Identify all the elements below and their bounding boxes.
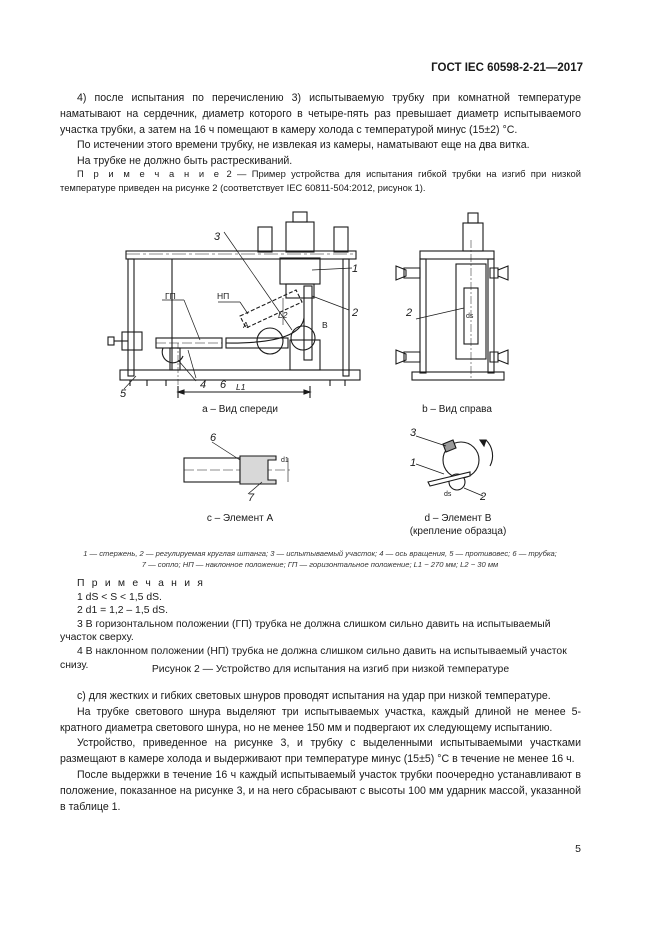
label-l1: L1 (236, 382, 246, 392)
detail-element-b (416, 436, 493, 496)
notes-title: П р и м е ч а н и я (77, 578, 206, 589)
label-2-front: 2 (352, 307, 359, 319)
label-7-detail: 7 (248, 492, 255, 504)
figure-caption: Рисунок 2 — Устройство для испытания на изгиб при низкой температуре (151, 664, 510, 675)
body-paragraph-4: После выдержки в течение 16 ч каждый испытываемый участок трубки поочередно устанавливают в положение, показанное на рисунке 3, и на него сбрасывают с высоты 100 мм ударник массой, указанной в таблице 1. (60, 768, 581, 813)
note-2: 2 d1 = 1,2 – 1,5 dS. (77, 605, 168, 617)
label-a: A (243, 320, 249, 330)
figure-notes (60, 577, 581, 672)
label-ds: ds (444, 491, 452, 498)
label-side-ds: ds (466, 313, 474, 320)
caption-view-a: a – Вид спереди (202, 404, 278, 415)
note-4: 4 В наклонном положении (НП) трубка не должна слишком сильно давить на испытываемый участок снизу. (60, 645, 567, 671)
caption-element-b: d – Элемент B (424, 513, 492, 524)
right-view (396, 213, 508, 380)
label-3-detail: 3 (410, 427, 417, 439)
body-paragraph-1: с) для жестких и гибких световых шнуров проводят испытания на удар при низкой температуре. (77, 690, 551, 702)
label-gp: ГП (165, 291, 176, 301)
body-paragraph-2: На трубке светового шнура выделяют три испытываемых участка, каждый длиной не менее 5-кратного диаметра светового шнура, но не менее 150 мм и подвергают их следующему испытанию. (60, 705, 581, 734)
note-3: 3 В горизонтальном положении (ГП) трубка не должна слишком сильно давить на испытываемый участок сверху. (60, 618, 551, 644)
label-np: НП (217, 291, 230, 301)
intro-paragraph-2: По истечении этого времени трубку, не извлекая из камеры, наматывают еще на два витка. (77, 139, 530, 152)
note-text: 2 — Пример устройства для испытания гибкой трубки на изгиб при низкой температуре приведен на рисунке 2 (соответствует IEC 60811-504:2012, рисунок 1). (60, 168, 582, 193)
label-1-front: 1 (352, 263, 359, 275)
intro-section (60, 91, 581, 170)
label-2-detail: 2 (480, 491, 487, 503)
intro-paragraph-3: На трубке не должно быть растрескиваний. (77, 155, 293, 168)
label-5-front: 5 (120, 388, 127, 400)
page-number: 5 (575, 843, 581, 855)
label-6-detail: 6 (210, 432, 217, 444)
label-d1: d1 (281, 457, 289, 464)
front-view (108, 212, 360, 398)
note-1: 1 dS < S < 1,5 dS. (77, 591, 162, 603)
label-6-front: 6 (220, 379, 227, 391)
label-l2: L2 (278, 310, 288, 320)
caption-element-a: c – Элемент А (206, 513, 274, 524)
legend-line-2: 7 — сопло; НП — наклонное положение; ГП — горизонтальное положение; L1 ~ 270 мм; L2 ~ 30 мм (141, 560, 499, 569)
body-paragraph-3: Устройство, приведенное на рисунке 3, и трубку с выделенными испытываемыми участками размещают в камере холода и выдерживают при температуре минус (15±5) °С в течение не менее 16 ч. (60, 737, 581, 766)
intro-note (60, 167, 581, 194)
document-header: ГОСТ IEC 60598-2-21—2017 (431, 62, 583, 74)
note-label: П р и м е ч а н и е (77, 168, 222, 179)
figure-legend (40, 548, 600, 570)
figure-2-drawing (0, 210, 661, 537)
label-b: B (322, 320, 328, 330)
caption-view-b: b – Вид справа (422, 404, 492, 415)
label-4-front: 4 (200, 379, 207, 391)
label-3-front: 3 (214, 231, 221, 243)
legend-line-1: 1 — стержень, 2 — регулируемая круглая штанга; 3 — испытываемый участок; 4 — ось вращения, 5 — противовес; 6 — трубка; (83, 549, 557, 558)
body-section (60, 689, 581, 815)
caption-element-b-sub: (крепление образца) (409, 526, 507, 537)
label-2-side: 2 (406, 307, 413, 319)
detail-element-a (184, 442, 290, 494)
intro-paragraph-1: 4) после испытания по перечислению 3) испытываемую трубку при комнатной температуре наматывают на сердечник, диаметр которого в четыре-пять раз превышает диаметр испытываемого участка трубки, а затем на 16 ч помещают в камеру холода с температурой минус (15±2) °С. (60, 92, 581, 136)
label-1-detail: 1 (410, 457, 417, 469)
